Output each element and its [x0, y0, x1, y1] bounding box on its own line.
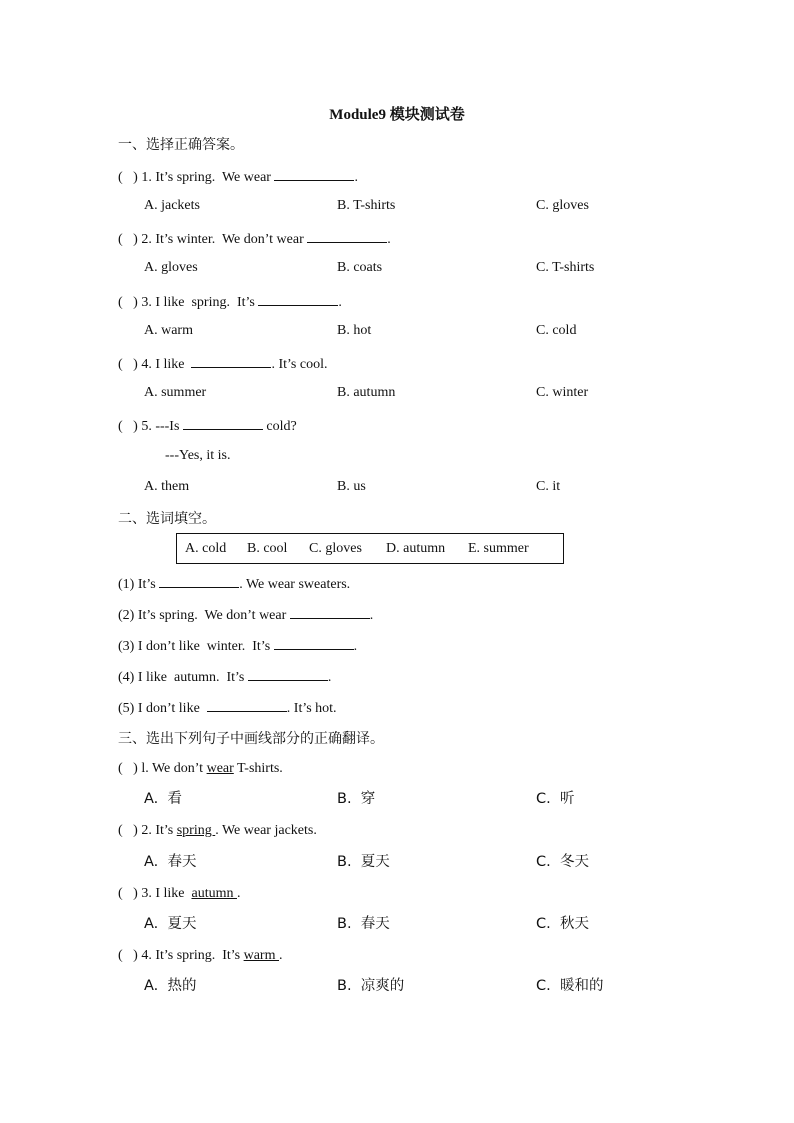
option-b[interactable]: B. us	[337, 479, 366, 494]
question-text: .	[338, 295, 342, 310]
answer-blank[interactable]	[248, 666, 328, 681]
question-text: ( ) 2. It’s	[118, 823, 177, 838]
fill-sentence-4	[118, 666, 331, 687]
option-text: 听	[559, 791, 575, 807]
question-3-4	[118, 947, 283, 965]
word-bank-item: E. summer	[468, 541, 529, 556]
question-text: ( ) 5. ---Is	[118, 419, 183, 434]
option-b[interactable]: B. autumn	[337, 385, 396, 400]
option-a[interactable]	[144, 977, 197, 995]
option-a[interactable]: A. jackets	[144, 198, 200, 213]
word-bank	[176, 533, 564, 564]
option-letter: C.	[536, 791, 551, 807]
underlined-word: autumn	[191, 886, 237, 901]
option-c[interactable]	[536, 790, 574, 808]
sentence-text: (4) I like autumn. It’s	[118, 670, 248, 685]
question-text: .	[279, 948, 283, 963]
question-text: cold?	[262, 419, 297, 434]
option-a[interactable]	[144, 790, 182, 808]
option-a[interactable]: A. warm	[144, 323, 193, 338]
word-bank-item: A. cold	[185, 541, 227, 556]
option-text: 穿	[360, 791, 376, 807]
option-text: 看	[167, 791, 182, 807]
answer-blank[interactable]	[191, 353, 271, 368]
option-b[interactable]	[337, 915, 390, 933]
option-c[interactable]	[536, 853, 589, 871]
answer-blank[interactable]	[290, 604, 370, 619]
option-letter: B.	[337, 854, 352, 870]
option-letter: A.	[144, 916, 159, 932]
option-c[interactable]	[536, 915, 589, 933]
option-a[interactable]: A. gloves	[144, 260, 198, 275]
option-letter: B.	[337, 916, 352, 932]
question-text: ( ) l. We don’t	[118, 761, 207, 776]
option-letter: A.	[144, 854, 159, 870]
option-text: 暖和的	[559, 978, 604, 994]
question-1-4	[118, 353, 327, 374]
option-a[interactable]: A. them	[144, 479, 190, 494]
option-c[interactable]: C. it	[536, 479, 561, 494]
question-text: ( ) 4. I like	[118, 357, 192, 372]
question-3-1	[118, 760, 283, 778]
fill-sentence-3	[118, 635, 357, 656]
word-bank-item: B. cool	[247, 541, 288, 556]
option-b[interactable]	[337, 977, 404, 995]
underlined-word: wear	[206, 761, 234, 776]
word-bank-item: C. gloves	[309, 541, 362, 556]
question-text: .	[354, 170, 358, 185]
option-letter: C.	[536, 854, 551, 870]
page-title: Module9 模块测试卷	[329, 107, 465, 123]
section-1-heading: 一、选择正确答案。	[118, 137, 244, 153]
question-text: .	[387, 232, 391, 247]
option-letter: A.	[144, 978, 159, 994]
option-b[interactable]	[337, 853, 390, 871]
answer-blank[interactable]	[274, 166, 354, 181]
sentence-text: .	[327, 670, 332, 685]
question-text: . We wear jackets.	[215, 823, 317, 838]
option-c[interactable]: C. T-shirts	[536, 260, 595, 275]
option-c[interactable]: C. winter	[536, 385, 589, 400]
sentence-text: .	[369, 608, 374, 623]
question-1-3	[118, 291, 342, 312]
dialogue-reply: ---Yes, it is.	[165, 448, 231, 463]
option-a[interactable]	[144, 853, 197, 871]
question-1-5	[118, 415, 297, 436]
sentence-text: (2) It’s spring. We don’t wear	[118, 608, 290, 623]
sentence-text: . We wear sweaters.	[239, 577, 351, 592]
option-letter: B.	[337, 791, 352, 807]
option-b[interactable]	[337, 790, 375, 808]
question-text: ( ) 3. I like spring. It’s	[118, 295, 259, 310]
sentence-text: (5) I don’t like	[118, 701, 207, 716]
section-2-heading: 二、选词填空。	[118, 511, 216, 527]
option-a[interactable]: A. summer	[144, 385, 207, 400]
fill-sentence-2	[118, 604, 373, 625]
sentence-text: (1) It’s	[118, 577, 160, 592]
question-text: ( ) 2. It’s winter. We don’t wear	[118, 232, 308, 247]
question-3-2	[118, 822, 317, 840]
section-3-heading: 三、选出下列句子中画线部分的正确翻译。	[118, 731, 384, 747]
option-letter: C.	[536, 978, 551, 994]
underlined-word: warm	[243, 948, 279, 963]
question-text: ( ) 4. It’s spring. It’s	[118, 948, 244, 963]
question-text: ( ) 1. It’s spring. We wear	[118, 170, 275, 185]
option-text: 春天	[167, 854, 197, 870]
answer-blank[interactable]	[258, 291, 338, 306]
question-1-1	[118, 166, 358, 187]
option-text: 凉爽的	[360, 978, 405, 994]
option-b[interactable]: B. hot	[337, 323, 372, 338]
underlined-word: spring	[176, 823, 216, 838]
option-text: 夏天	[360, 854, 390, 870]
option-c[interactable]: C. gloves	[536, 198, 589, 213]
answer-blank[interactable]	[183, 415, 263, 430]
fill-sentence-5	[118, 697, 337, 718]
option-text: 热的	[167, 978, 197, 994]
option-text: 夏天	[167, 916, 197, 932]
option-text: 秋天	[559, 916, 589, 932]
sentence-text: (3) I don’t like winter. It’s	[118, 639, 274, 654]
question-text: T-shirts.	[233, 761, 283, 776]
sentence-text: .	[353, 639, 358, 654]
question-text: ( ) 3. I like	[118, 886, 192, 901]
answer-blank[interactable]	[307, 228, 387, 243]
option-b[interactable]: B. coats	[337, 260, 383, 275]
question-3-3	[118, 885, 240, 903]
option-letter: A.	[144, 791, 159, 807]
fill-sentence-1	[118, 573, 350, 594]
answer-blank[interactable]	[274, 635, 354, 650]
answer-blank[interactable]	[207, 697, 287, 712]
option-text: 冬天	[559, 854, 589, 870]
option-letter: C.	[536, 916, 551, 932]
question-text: .	[236, 886, 241, 901]
option-letter: B.	[337, 978, 352, 994]
word-bank-item: D. autumn	[386, 541, 446, 556]
sentence-text: . It’s hot.	[286, 701, 337, 716]
option-c[interactable]	[536, 977, 603, 995]
option-text: 春天	[360, 916, 390, 932]
option-b[interactable]: B. T-shirts	[337, 198, 396, 213]
question-1-2	[118, 228, 391, 249]
question-text: . It’s cool.	[271, 357, 328, 372]
option-c[interactable]: C. cold	[536, 323, 577, 338]
option-a[interactable]	[144, 915, 197, 933]
answer-blank[interactable]	[159, 573, 239, 588]
